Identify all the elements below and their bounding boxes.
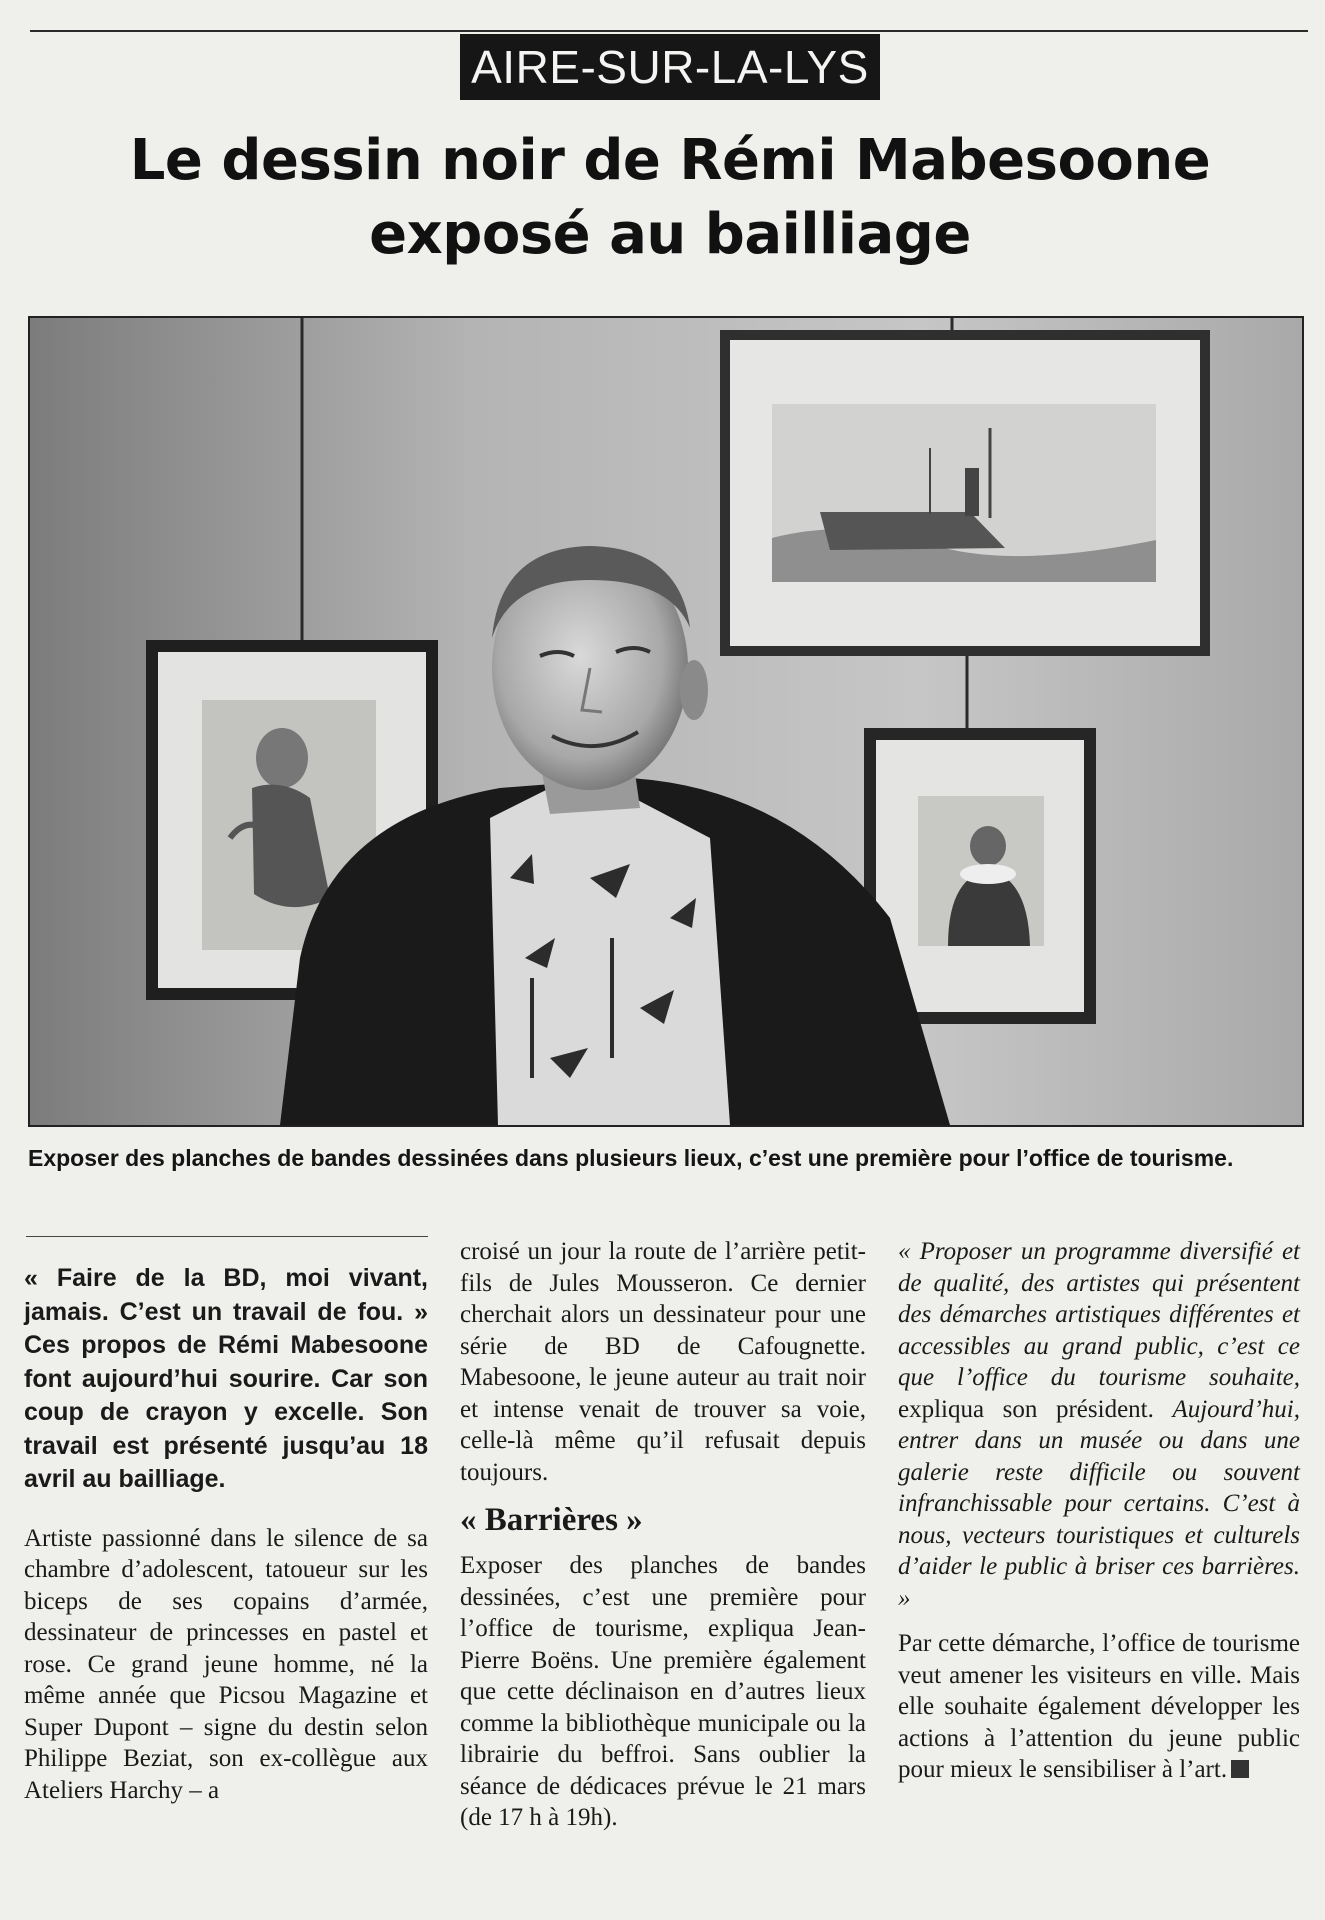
headline-line-2: exposé au bailliage — [369, 202, 971, 267]
photo-caption: Exposer des planches de bandes dessinées dans plusieurs lieux, c’est une première pour l’office de tourisme. — [28, 1145, 1234, 1171]
column-3 — [898, 1236, 1300, 1786]
section-kicker: AIRE-SUR-LA-LYS — [460, 34, 880, 100]
end-mark-icon — [1231, 1760, 1249, 1778]
article-photo — [28, 316, 1304, 1127]
article-subhead: « Barrières » — [460, 1502, 643, 1538]
article-paragraph-4-text: Par cette démarche, l’office de tourisme veut amener les visiteurs en ville. Mais elle souhaite également développer les actions à l’attention du jeune public pour mieux le sensibiliser à l’art. — [898, 1630, 1300, 1783]
column-2 — [460, 1236, 866, 1834]
headline-line-1: Le dessin noir de Rémi Mabesoone — [129, 128, 1211, 193]
quote-attribution: expliqua son président. — [898, 1395, 1173, 1423]
ship-drawing-frame — [720, 330, 1210, 656]
top-rule — [30, 30, 1308, 32]
article-paragraph-2: croisé un jour la route de l’arrière petit-fils de Jules Mousseron. Ce dernier cherchait alors un dessinateur pour une série de BD de Cafougnette. Mabesoone, le jeune auteur au trait noir et intense venait de trouver sa voie, celle-là même qu’il refusait depuis toujours. — [460, 1238, 866, 1486]
column-rule — [26, 1236, 428, 1237]
quote-part-1: « Proposer un programme diversifié et de qualité, des artistes qui présentent des démarches artistiques différentes et accessibles au grand public, c’est ce que l’office du tourisme souhaite, — [898, 1238, 1300, 1391]
quote-part-2: Aujourd’hui, entrer dans un musée ou dans une galerie reste difficile ou souvent infranchissable pour certains. C’est à nous, vecteurs touristiques et culturels d’aider le public à briser ces barrières. » — [898, 1395, 1300, 1612]
article-paragraph-4 — [898, 1628, 1300, 1786]
article-paragraph-1: Artiste passionné dans le silence de sa chambre d’adolescent, tatoueur sur les biceps de ses copains d’armée, dessinateur de princesses en pastel et rose. Ce grand jeune homme, né la même année que Picsou Magazine et Super Dupont – signe du destin selon Philippe Beziat, son ex-collègue aux Ateliers Harchy – a — [24, 1524, 428, 1804]
article-paragraph-3: Exposer des planches de bandes dessinées, c’est une première pour l’office de tourisme, expliqua Jean-Pierre Boëns. Une première également que cette déclinaison en d’autres lieux comme la bibliothèque municipale ou la librairie du beffroi. Sans oublier la séance de dédicaces prévue le 21 mars (de 17 h à 19h). — [460, 1552, 866, 1831]
headline — [60, 124, 1280, 272]
article-lead: « Faire de la BD, moi vivant, jamais. C’est un travail de fou. » Ces propos de Rémi Mabesoone font aujourd’hui sourire. Car son coup de crayon y excelle. Son travail est présenté jusqu’au 18 avril au bailliage. — [24, 1264, 428, 1493]
article-quote — [898, 1236, 1300, 1614]
column-1 — [24, 1262, 428, 1806]
